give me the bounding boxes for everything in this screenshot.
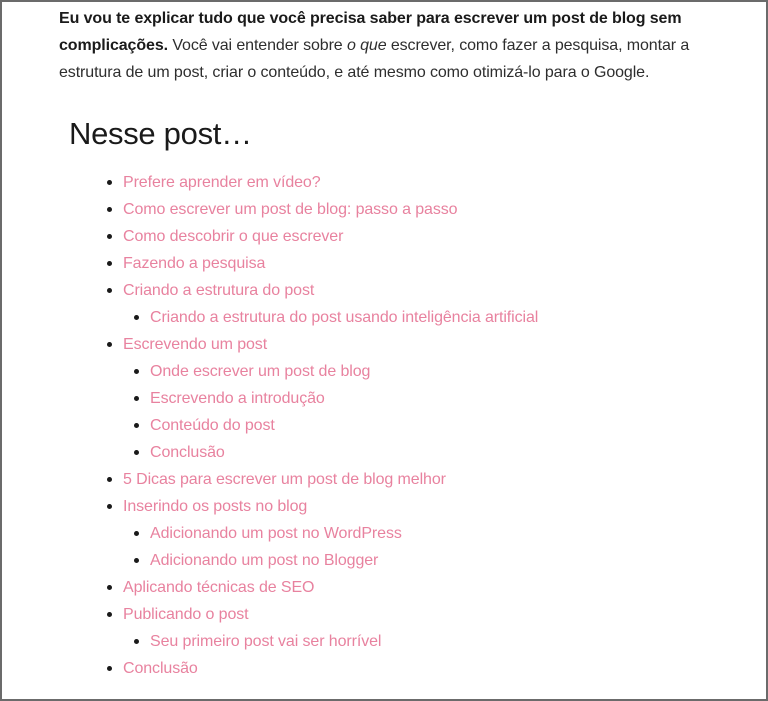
toc-link[interactable]: Criando a estrutura do post xyxy=(123,282,315,299)
toc-link[interactable]: Escrevendo um post xyxy=(123,336,268,353)
bullet-icon xyxy=(107,504,112,509)
bullet-icon xyxy=(107,288,112,293)
bullet-icon xyxy=(107,342,112,347)
toc-item xyxy=(123,223,739,250)
toc-subitem xyxy=(150,520,739,547)
bullet-icon xyxy=(134,423,139,428)
bullet-icon xyxy=(107,612,112,617)
bullet-icon xyxy=(134,531,139,536)
bullet-icon xyxy=(134,396,139,401)
intro-text-before-em: Você vai entender sobre xyxy=(167,37,347,54)
toc-item xyxy=(123,655,739,682)
intro-bold-text: Eu vou te explicar tudo que você precisa saber para escrever um post de blog sem complicações. xyxy=(59,10,682,54)
toc-item xyxy=(123,250,739,277)
bullet-icon xyxy=(107,234,112,239)
toc-item xyxy=(123,574,739,601)
toc-subitem xyxy=(150,304,739,331)
toc-item xyxy=(123,466,739,493)
toc-sublink[interactable]: Adicionando um post no WordPress xyxy=(150,525,402,542)
toc-sublink[interactable]: Escrevendo a introdução xyxy=(150,390,325,407)
toc-link[interactable]: Fazendo a pesquisa xyxy=(123,255,266,272)
bullet-icon xyxy=(134,558,139,563)
bullet-icon xyxy=(107,207,112,212)
table-of-contents xyxy=(59,169,739,682)
toc-item xyxy=(123,169,739,196)
toc-sublink[interactable]: Criando a estrutura do post usando inteligência artificial xyxy=(150,309,539,326)
bullet-icon xyxy=(107,261,112,266)
bullet-icon xyxy=(107,585,112,590)
toc-subitem xyxy=(150,385,739,412)
toc-subitem xyxy=(150,439,739,466)
intro-em-text: o que xyxy=(346,37,387,54)
bullet-icon xyxy=(134,315,139,320)
toc-link[interactable]: Publicando o post xyxy=(123,606,249,623)
intro-text-after-em: escrever, como fazer a pesquisa, montar a estrutura de um post, criar o conteúdo, e até mesmo como otimizá-lo para o Google. xyxy=(59,37,690,81)
toc-link[interactable]: Como escrever um post de blog: passo a passo xyxy=(123,201,458,218)
toc-subitem xyxy=(150,358,739,385)
toc-item xyxy=(123,331,739,358)
bullet-icon xyxy=(107,666,112,671)
toc-item xyxy=(123,601,739,628)
toc-item xyxy=(123,493,739,520)
toc-item xyxy=(123,277,739,304)
intro-paragraph xyxy=(59,5,739,86)
bullet-icon xyxy=(107,180,112,185)
bullet-icon xyxy=(107,477,112,482)
bullet-icon xyxy=(134,369,139,374)
toc-link[interactable]: Prefere aprender em vídeo? xyxy=(123,174,321,191)
toc-subitem xyxy=(150,547,739,574)
bullet-icon xyxy=(134,639,139,644)
toc-link[interactable]: Aplicando técnicas de SEO xyxy=(123,579,315,596)
toc-sublink[interactable]: Seu primeiro post vai ser horrível xyxy=(150,633,382,650)
toc-sublink[interactable]: Onde escrever um post de blog xyxy=(150,363,371,380)
toc-link[interactable]: Como descobrir o que escrever xyxy=(123,228,344,245)
toc-subitem xyxy=(150,412,739,439)
toc-subitem xyxy=(150,628,739,655)
toc-link[interactable]: Inserindo os posts no blog xyxy=(123,498,308,515)
bullet-icon xyxy=(134,450,139,455)
toc-link[interactable]: Conclusão xyxy=(123,660,198,677)
toc-sublink[interactable]: Conteúdo do post xyxy=(150,417,275,434)
toc-sublink[interactable]: Conclusão xyxy=(150,444,225,461)
toc-item xyxy=(123,196,739,223)
toc-sublink[interactable]: Adicionando um post no Blogger xyxy=(150,552,379,569)
article-content xyxy=(59,5,739,682)
toc-link[interactable]: 5 Dicas para escrever um post de blog melhor xyxy=(123,471,446,488)
toc-title: Nesse post… xyxy=(69,116,252,151)
